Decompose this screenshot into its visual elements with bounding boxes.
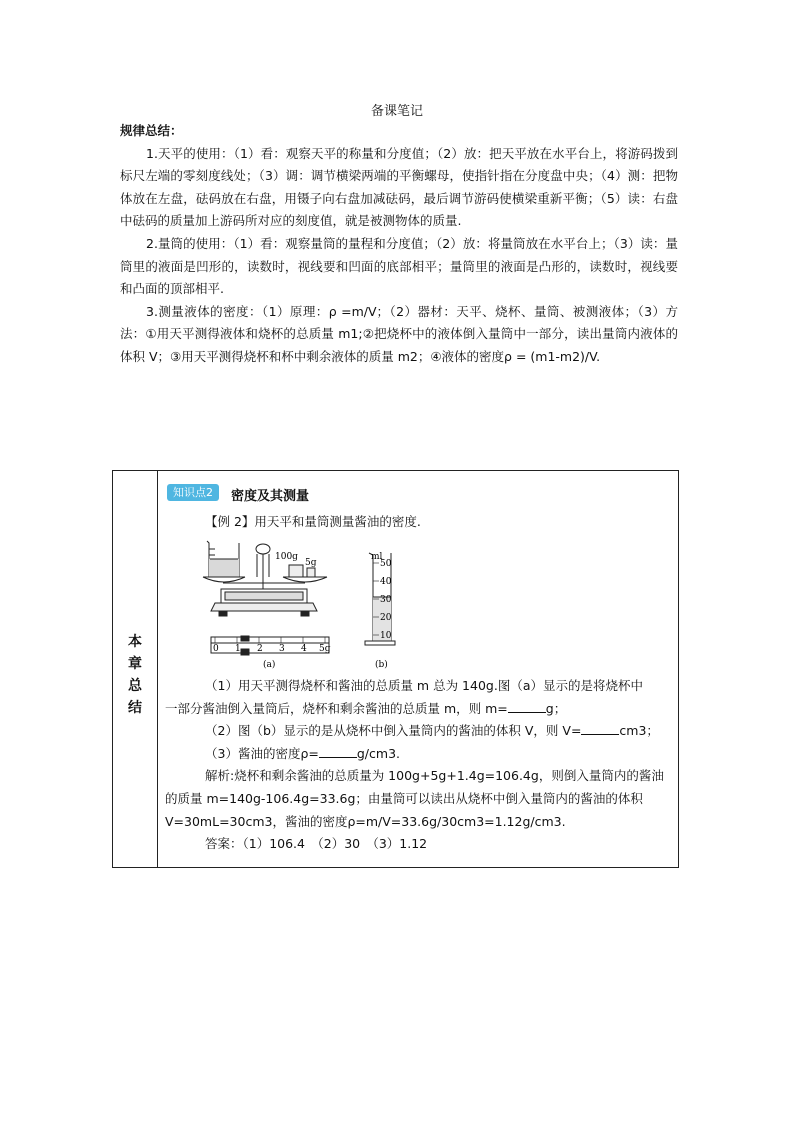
answer-blank xyxy=(581,722,619,735)
example-title: 【例 2】用天平和量筒测量酱油的密度. xyxy=(205,514,421,529)
summary-header: 规律总结： xyxy=(120,123,183,138)
cylinder-tick-10: 10 xyxy=(380,631,392,641)
label-char: 章 xyxy=(128,656,142,672)
q3-unit: g/cm3. xyxy=(356,745,400,761)
label-char: 本 xyxy=(128,634,142,650)
q2-text: （2）图（b）显示的是从烧杯中倒入量筒内的酱油的体积 V，则 V= xyxy=(205,723,582,739)
chapter-summary-label xyxy=(126,631,144,719)
q3-text: （3）酱油的密度ρ= xyxy=(205,745,319,761)
analysis-line-a: 解析:烧杯和剩余酱油的总质量为 100g+5g+1.4g=106.4g，则倒入量筒内的酱油 xyxy=(205,768,664,784)
cylinder-tick-50: 50 xyxy=(380,559,392,569)
knowledge-point-tag: 知识点2 xyxy=(167,484,219,501)
experiment-figure xyxy=(201,537,451,672)
weight-100g-icon xyxy=(289,565,303,577)
q1-line-b xyxy=(165,698,675,721)
analysis-line-b: 的质量 m=140g-106.4g=33.6g；由量筒可以读出从烧杯中倒入量筒内的酱油的体积 xyxy=(165,790,643,806)
cylinder-tick-40: 40 xyxy=(380,577,392,587)
cylinder-tick-20: 20 xyxy=(380,613,392,623)
q3-line xyxy=(165,743,675,766)
scale-tick-5: 5g xyxy=(319,644,331,654)
figure-svg xyxy=(201,537,451,669)
scale-tick-1: 1 xyxy=(235,644,241,654)
label-char: 总 xyxy=(128,678,142,694)
q2-unit: cm3； xyxy=(619,723,659,739)
summary-paragraph-cylinder: 2.量筒的使用：（1）看：观察量筒的量程和分度值；（2）放：将量筒放在水平台上；（3）读：量筒里的液面是凹形的，读数时，视线要和凹面的底部相平；量筒里的液面是凸形的，读数时，视线要和凸面的顶部相平. xyxy=(120,235,678,297)
q1-line-a: （1）用天平测得烧杯和酱油的总质量 m 总为 140g.图（a）显示的是将烧杯中 xyxy=(205,678,643,693)
weight-5g-icon xyxy=(307,568,315,577)
beaker-icon xyxy=(207,541,239,577)
summary-paragraph-density: 3.测量液体的密度：（1）原理：ρ =m/V；（2）器材：天平、烧杯、量筒、被测液体；（3）方法：①用天平测得液体和烧杯的总质量 m1;②把烧杯中的液体倒入量筒中一部分，读出量筒内液体的体积 V；③用天平测得烧杯和杯中剩余液体的质量 m2；④液体的密度ρ = (m1-m2)/V. xyxy=(120,303,678,364)
summary-block xyxy=(120,120,678,369)
weight-label-100g: 100g xyxy=(275,552,298,562)
answer-blank xyxy=(319,745,357,758)
chapter-summary-table xyxy=(112,470,679,868)
analysis-line-c: V=30mL=30cm3，酱油的密度ρ=m/V=33.6g/30cm3=1.12g/cm3. xyxy=(165,813,566,829)
answer-blank xyxy=(508,700,546,713)
q1-text: 一部分酱油倒入量筒后，烧杯和剩余酱油的总质量 m，则 m= xyxy=(165,700,508,716)
scale-tick-0: 0 xyxy=(213,644,219,654)
answer-line: 答案：（1）106.4 （2）30 （3）1.12 xyxy=(205,836,428,852)
scale-tick-4: 4 xyxy=(301,644,307,654)
notes-title: 备课笔记 xyxy=(370,104,423,119)
q2-line xyxy=(165,720,675,743)
weight-label-5g: 5g xyxy=(305,558,317,568)
knowledge-title: 密度及其测量 xyxy=(231,489,310,504)
q1-unit: g； xyxy=(545,700,567,716)
cylinder-unit: ml xyxy=(371,552,383,562)
caption-a: (a) xyxy=(263,660,276,669)
table-left-column xyxy=(113,471,158,867)
label-char: 结 xyxy=(128,700,142,716)
question-text xyxy=(165,675,675,856)
scale-tick-2: 2 xyxy=(257,644,263,654)
summary-paragraph-balance: 1.天平的使用：（1）看：观察天平的称量和分度值；（2）放：把天平放在水平台上，将游码拨到标尺左端的零刻度线处；（3）调：调节横梁两端的平衡螺母，使指针指在分度盘中央；（4）测：把物体放在左盘，砝码放在右盘，用镊子向右盘加减砝码，最后调节游码使横梁重新平衡；（5）读：右盘中砝码的质量加上游码所对应的刻度值，就是被测物体的质量. xyxy=(120,145,678,229)
cylinder-tick-30: 30 xyxy=(380,595,392,605)
scale-tick-3: 3 xyxy=(279,644,285,654)
caption-b: (b) xyxy=(375,660,388,669)
rider-scale xyxy=(211,636,329,655)
